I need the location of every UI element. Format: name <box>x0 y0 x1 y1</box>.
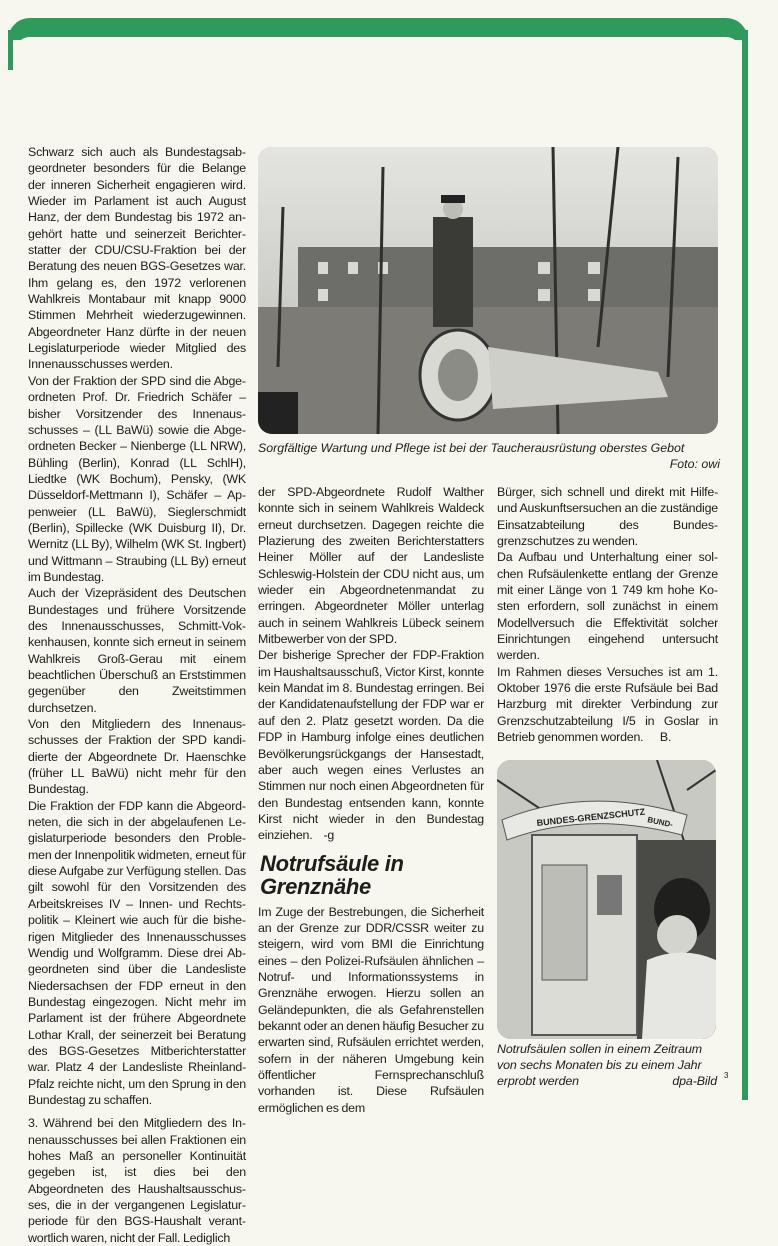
pillar-sign-text-2: BUND- <box>646 814 674 829</box>
caption-text-end: erprobt werden <box>497 1074 579 1089</box>
page-number: 3 <box>724 1071 729 1080</box>
paragraph: Die Fraktion der FDP kann die Abgeordneten, die sich in der abgelaufenen Legislaturperiode besonders den Problemen der Innenpolitik widmeten, erneut für diese Aufgabe zur Verfügung stellen. Das gilt sowohl für den Vorsitzenden des Arbeitskreises IV – Innen- und Rechtspolitik – Kleinert wie auch für die bisherigen Mitglieder des Innenausschusses Wendig und Wolfgramm. Diese drei Abgeordneten sind über die Landesliste Niedersachsen der FDP erneut in den Bundestag eingezogen. Nicht mehr im Parlament ist der frühere Abgeordnete Lothar Krall, der seinerzeit bei Beratung des BGS-Gesetzes Mitberichterstatter war. Platz 4 der Landesliste Rheinland-Pfalz reichte nicht, um den Sprung in den Bundestag zu schaffen. <box>28 798 246 1107</box>
caption-text: Sorgfältige Wartung und Pflege ist bei der Taucherausrüstung oberstes Gebot <box>258 441 685 455</box>
frame-inner <box>14 37 742 67</box>
paragraph-text: Der bisherige Sprecher der FDP-Fraktion im Haushaltsausschuß, Victor Kirst, konnte kein Mandat im 8. Bundestag erringen. Bei der Kandidatenaufstellung der FDP war er auf den 2. Platz gesetzt worden. Da die FDP in Hamburg infolge eines deutlichen Bevölkerungsrückgangs der Hansestadt, aber auch wegen eines Verlustes an Stimmen nur noch einen Abgeordneten für den Bundestag entsenden kann, konnte Kirst nicht wieder in den Bundestag einziehen. <box>258 648 484 843</box>
right-column <box>497 484 718 746</box>
paragraph: der SPD-Abgeordnete Rudolf Walther konnte sich in seinem Wahlkreis Waldeck erneut durchsetzen. Dagegen reichte die Plazierung des zweiten Berichterstatters Heiner Möller auf der Landesliste Schleswig-Holstein der CDU nicht aus, um wieder ein Abgeordnetenmandat zu erringen. Abgeordneter Möller unterlag auch in seinem Wahlkreis Lübeck seinem Mitbewerber von der SPD. <box>258 485 484 647</box>
paragraph: Im Zuge der Bestrebungen, die Sicherheit an der Grenze zur DDR/CSSR weiter zu steigern, wird vom BMI die Einrichtung eines – den Polizei-Rufsäulen ähnlichen – Notruf- und Informationssystems in Grenznähe erwogen. Hierzu sollen an Geländepunkten, die als Gefahrenstellen bekannt oder an denen häufig Besucher zu erwarten sind, Rufsäulen errichtet werden, sofern in der näheren Umgebung kein öffentlicher Fernsprechanschluß vorhanden ist. Diese Rufsäulen ermöglichen es dem <box>258 904 484 1115</box>
paragraph: Da Aufbau und Unterhaltung einer solchen Rufsäulenkette entlang der Grenze mit einer Länge von 1 749 km hohe Kosten erfordern, soll zunächst in einem Modellversuch die Effektivität solcher Einrichtungen eingehend untersucht werden. <box>497 550 718 663</box>
author-sign: -g <box>323 828 335 843</box>
paragraph: 3. Während bei den Mitgliedern des Innenausschusses bei allen Fraktionen ein hohes Maß an personeller Kontinuität gegeben ist, ist dies bei den Abgeordneten des Haushaltsausschusses, die in der vergangenen Legislaturperiode für den BGS-Haushalt verantwortlich waren, nicht der Fall. Lediglich <box>28 1116 246 1245</box>
middle-column <box>258 484 484 844</box>
photo-emergency-call-pillar <box>497 760 716 1039</box>
paragraph: Von der Fraktion der SPD sind die Abgeordneten Prof. Dr. Friedrich Schäfer – bisher Vorsitzender des Innenausschusses – (LL BaWü) sowie die Abgeordneten Becker – Nienberge (LL NRW), Bühling (Berlin), Konrad (LL SchlH), Liedtke (WK Bochum), Pensky, (WK Düsseldorf-Mettmann I), Schäfer – Appenweier (LL BaWü), Sieglerschmidt (Berlin), Spillecke (WK Duisburg II), Dr. Wernitz (LL By), Wilhelm (WK St. Ingbert) und Wittmann – Straubing (LL By) erneut im Bundestag. <box>28 373 246 584</box>
right-stack <box>497 484 718 1089</box>
green-frame-left <box>8 30 13 70</box>
paragraph: Schwarz sich auch als Bundestagsabgeordneter besonders für die Belange der inneren Sicherheit engagieren wird. Wieder im Parlament ist auch August Hanz, der dem Bundestag bis 1972 angehört hatte und seinerzeit Berichterstatter der CDU/CSU-Fraktion bei der Beratung des neuen BGS-Gesetzes war. Ihm gelang es, den 1972 verlorenen Wahlkreis Montabaur mit knapp 9000 Stimmen Mehrheit wiederzugewinnen. Abgeordneter Hanz dürfte in der neuen Legislaturperiode wieder Mitglied des Innenausschusses werden. <box>28 145 246 372</box>
paragraph: Auch der Vizepräsident des Deutschen Bundestages und frühere Vorsitzende des Innenausschusses, Schmitt-Vokkenhausen, konnte sich erneut in seinem Wahlkreis Groß-Gerau mit einem beachtlichen Überschuß an Erststimmen gegenüber den Zweitstimmen durchsetzen. <box>28 586 246 715</box>
caption-text: Notrufsäulen sollen in einem Zeitraum von sechs Monaten bis zu einem Jahr <box>497 1041 702 1072</box>
photo-diving-equipment <box>258 147 718 434</box>
left-column <box>28 144 246 1246</box>
paragraph-text: Im Rahmen dieses Versuches ist am 1. Oktober 1976 die erste Rufsäule bei Bad Harzburg mit direkter Verbindung zur Grenzschutzabteilung I/5 in Goslar in Betrieb genommen worden. <box>497 664 718 745</box>
paragraph <box>497 664 718 746</box>
paragraph: Bürger, sich schnell und direkt mit Hilfe- und Auskunftsersuchen an die zuständige Einsatzabteilung des Bundesgrenzschutzes zu wenden. <box>497 485 718 549</box>
middle-stack <box>258 484 484 1116</box>
photo1-caption <box>258 440 720 473</box>
paragraph: Von den Mitgliedern des Innenausschusses der Fraktion der SPD kandidierte der Abgeordnete Dr. Haenschke (früher LL BaWü) nicht mehr für den Bundestag. <box>28 717 246 797</box>
article-heading: Notrufsäule in Grenznähe <box>260 850 404 899</box>
paragraph <box>258 647 484 843</box>
photo2-caption <box>497 1041 717 1090</box>
pillar-sign-text: BUNDES-GRENZSCHUTZ <box>536 806 646 828</box>
photo-credit: Foto: owi <box>669 457 720 472</box>
article2-body <box>258 904 484 1116</box>
green-frame-right <box>742 30 748 1100</box>
author-sign: B. <box>659 730 672 745</box>
photo-credit: dpa-Bild <box>672 1074 717 1089</box>
